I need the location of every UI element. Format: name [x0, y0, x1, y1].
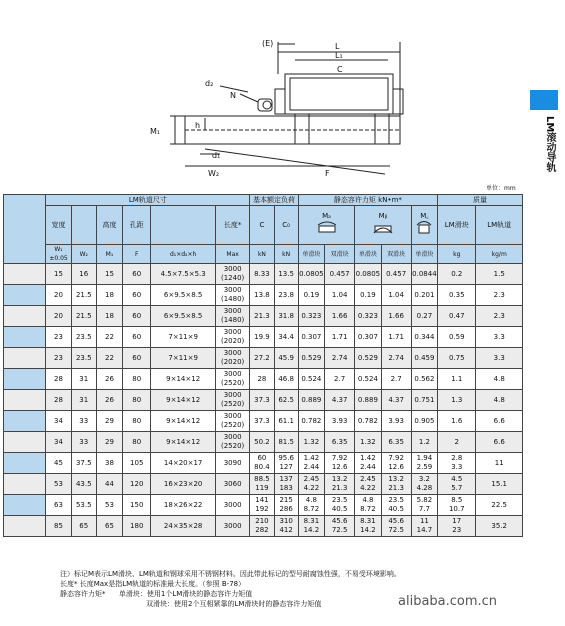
table-row	[4, 369, 523, 390]
mass-header: 质量	[438, 195, 523, 206]
cell-c: 210 282	[250, 516, 274, 537]
cell-ma2: 4.37	[324, 390, 354, 411]
cell-c: 37.3	[250, 390, 274, 411]
cell-f: 80	[123, 432, 151, 453]
unit-note: 单位：mm	[486, 185, 516, 192]
section-tab-marker	[530, 90, 558, 110]
cell-f: 150	[123, 495, 151, 516]
dim-E: (E)	[262, 39, 274, 48]
cell-mc: 0.905	[411, 411, 437, 432]
cell-ma1: 0.782	[298, 411, 324, 432]
cell-w2: 21.5	[71, 285, 96, 306]
cell-dims: 18×26×22	[151, 495, 216, 516]
cell-c: 27.2	[250, 348, 274, 369]
cell-mc: 0.751	[411, 390, 437, 411]
note-length: 长度* 长度Max是指LM轨道的标准最大长度。（参照 B-78）	[60, 580, 246, 588]
cell-blk: 0.47	[438, 306, 476, 327]
cell-f: 80	[123, 411, 151, 432]
cell-f: 180	[123, 516, 151, 537]
cell-mb2: 1.71	[381, 327, 411, 348]
cell-rail: 2.3	[476, 285, 523, 306]
cell-len: 3000 (2520)	[215, 432, 249, 453]
cell-mb2: 2.7	[381, 369, 411, 390]
cell-rail: 15.1	[476, 474, 523, 495]
cell-rail: 22.5	[476, 495, 523, 516]
cell-c0: 310 412	[274, 516, 298, 537]
cell-dims: 14×20×17	[151, 453, 216, 474]
table-row	[4, 306, 523, 327]
mc-header	[411, 206, 437, 245]
cell-len: 3000 (1480)	[215, 306, 249, 327]
ma-double-unit: 双滑块	[324, 245, 354, 264]
table-row	[4, 411, 523, 432]
cell-dims: 9×14×12	[151, 369, 216, 390]
cell-blk: 0.35	[438, 285, 476, 306]
table-row	[4, 348, 523, 369]
dim-L: L	[335, 42, 340, 51]
cell-ma1: 1.42 2.44	[298, 453, 324, 474]
cell-w1: 45	[46, 453, 71, 474]
cell-f: 105	[123, 453, 151, 474]
m1-unit: M₁	[96, 245, 122, 264]
cell-m1: 29	[96, 411, 122, 432]
cell-mb1: 2.45 4.22	[355, 474, 381, 495]
model-cell	[4, 369, 46, 390]
spec-table-body	[4, 195, 523, 537]
table-row	[4, 474, 523, 495]
cell-len: 3000 (2020)	[215, 327, 249, 348]
note-moment-single: 单滑块：使用1个LM滑块的静态容许力矩值	[118, 590, 253, 598]
mb-header	[355, 206, 412, 245]
cell-c0: 81.5	[274, 432, 298, 453]
c0-unit: kN	[274, 245, 298, 264]
block-mass-header: LM滑块	[438, 206, 476, 245]
cell-w1: 28	[46, 390, 71, 411]
cell-len: 3000	[215, 516, 249, 537]
cell-rail: 6.6	[476, 432, 523, 453]
model-cell	[4, 516, 46, 537]
yaw-moment-icon	[372, 221, 394, 235]
pitch-moment-icon	[316, 221, 338, 235]
rail-mass-header: LM轨道	[476, 206, 523, 245]
cell-rail: 2.3	[476, 306, 523, 327]
cell-dims: 4.5×7.5×5.3	[151, 264, 216, 285]
cell-ma1: 0.307	[298, 327, 324, 348]
cell-mb2: 6.35	[381, 432, 411, 453]
cell-dims: 9×14×12	[151, 390, 216, 411]
note-moment-double: 双滑块：使用2个互相紧靠的LM滑块时的静态容许力矩值	[146, 600, 322, 608]
cell-c0: 61.1	[274, 411, 298, 432]
c-header: C	[250, 206, 274, 245]
cell-rail: 4.8	[476, 369, 523, 390]
cell-m1: 26	[96, 369, 122, 390]
model-cell	[4, 285, 46, 306]
dim-d1: d₁	[212, 151, 221, 160]
cell-mb1: 0.19	[355, 285, 381, 306]
model-cell	[4, 474, 46, 495]
cell-dims: 16×23×20	[151, 474, 216, 495]
dim-M1: M₁	[150, 127, 161, 136]
cell-c0: 13.5	[274, 264, 298, 285]
cell-c: 28	[250, 369, 274, 390]
cell-blk: 0.59	[438, 327, 476, 348]
watermark: alibaba.com.cn	[398, 594, 498, 609]
cell-mc: 3.2 4.28	[411, 474, 437, 495]
cell-mb1: 0.889	[355, 390, 381, 411]
cell-len: 3060	[215, 474, 249, 495]
cell-mc: 0.201	[411, 285, 437, 306]
cell-ma1: 0.524	[298, 369, 324, 390]
dim-C: C	[337, 65, 343, 74]
cell-mb2: 2.74	[381, 348, 411, 369]
cell-m1: 44	[96, 474, 122, 495]
cell-dims: 9×14×12	[151, 432, 216, 453]
model-cell	[4, 390, 46, 411]
cell-rail: 11	[476, 453, 523, 474]
cell-blk: 4.5 5.7	[438, 474, 476, 495]
cell-w2: 21.5	[71, 306, 96, 327]
model-cell	[4, 411, 46, 432]
cell-ma1: 0.0805	[298, 264, 324, 285]
cell-ma1: 8.31 14.2	[298, 516, 324, 537]
cell-ma2: 6.35	[324, 432, 354, 453]
cell-mb1: 0.524	[355, 369, 381, 390]
f-unit: F	[123, 245, 151, 264]
cell-c: 13.8	[250, 285, 274, 306]
model-cell	[4, 348, 46, 369]
cell-w2: 16	[71, 264, 96, 285]
ma-header	[298, 206, 355, 245]
dim-h: h	[195, 121, 201, 130]
cell-c: 21.3	[250, 306, 274, 327]
cell-f: 120	[123, 474, 151, 495]
cell-ma2: 2.74	[324, 348, 354, 369]
table-row	[4, 390, 523, 411]
cell-f: 80	[123, 390, 151, 411]
cell-w1: 28	[46, 369, 71, 390]
cell-mc: 0.0844	[411, 264, 437, 285]
cell-rail: 1.5	[476, 264, 523, 285]
cell-w2: 23.5	[71, 327, 96, 348]
cell-w2: 37.5	[71, 453, 96, 474]
cell-ma2: 1.04	[324, 285, 354, 306]
table-row	[4, 327, 523, 348]
cell-mb1: 0.0805	[355, 264, 381, 285]
max-unit: Max	[215, 245, 249, 264]
cell-c: 141 192	[250, 495, 274, 516]
model-column-header	[4, 195, 46, 264]
cell-ma1: 2.45 4.22	[298, 474, 324, 495]
cell-mc: 0.459	[411, 348, 437, 369]
cell-w2: 23.5	[71, 348, 96, 369]
cell-ma2: 23.5 40.5	[324, 495, 354, 516]
ma-single-unit: 单滑块	[298, 245, 324, 264]
height-header: 高度	[96, 206, 122, 245]
block-mass-unit: kg	[438, 245, 476, 264]
model-cell	[4, 453, 46, 474]
cell-rail: 3.3	[476, 327, 523, 348]
cell-w1: 34	[46, 432, 71, 453]
cell-w1: 53	[46, 474, 71, 495]
width-header: 宽度	[46, 206, 71, 245]
table-row	[4, 264, 523, 285]
cell-w1: 20	[46, 285, 71, 306]
cell-dims: 9×14×12	[151, 411, 216, 432]
model-cell	[4, 306, 46, 327]
cell-mc: 1.94 2.59	[411, 453, 437, 474]
cell-mb1: 1.42 2.44	[355, 453, 381, 474]
cell-ma1: 0.323	[298, 306, 324, 327]
roll-moment-icon	[413, 221, 435, 235]
dim-L1: L₁	[335, 51, 343, 60]
cell-blk: 2.8 3.3	[438, 453, 476, 474]
cell-ma1: 0.19	[298, 285, 324, 306]
cell-c0: 23.8	[274, 285, 298, 306]
pitch-header: 孔距	[123, 206, 151, 245]
cell-f: 60	[123, 285, 151, 306]
cell-ma2: 1.71	[324, 327, 354, 348]
cell-f: 80	[123, 369, 151, 390]
cell-m1: 18	[96, 306, 122, 327]
cell-rail: 3.3	[476, 348, 523, 369]
cell-dims: 24×35×28	[151, 516, 216, 537]
cell-w1: 15	[46, 264, 71, 285]
cell-len: 3000 (2520)	[215, 390, 249, 411]
c0-header: C₀	[274, 206, 298, 245]
cell-mc: 0.344	[411, 327, 437, 348]
cell-mb2: 3.93	[381, 411, 411, 432]
table-row	[4, 495, 523, 516]
cell-ma2: 0.457	[324, 264, 354, 285]
cell-c0: 45.9	[274, 348, 298, 369]
cell-m1: 65	[96, 516, 122, 537]
w2-blank-header	[71, 206, 96, 245]
cell-f: 60	[123, 327, 151, 348]
cell-len: 3000	[215, 495, 249, 516]
cell-ma2: 13.2 21.3	[324, 474, 354, 495]
rail-dimensions-header: LM轨道尺寸	[46, 195, 250, 206]
cell-ma1: 0.889	[298, 390, 324, 411]
table-row	[4, 516, 523, 537]
cell-rail: 35.2	[476, 516, 523, 537]
cell-dims: 6×9.5×8.5	[151, 285, 216, 306]
cell-m1: 26	[96, 390, 122, 411]
cell-c0: 31.8	[274, 306, 298, 327]
cell-m1: 15	[96, 264, 122, 285]
mc-single-unit: 单滑块	[411, 245, 437, 264]
cell-dims: 6×9.5×8.5	[151, 306, 216, 327]
cell-mb2: 4.37	[381, 390, 411, 411]
cell-c0: 46.8	[274, 369, 298, 390]
cell-mb2: 23.5 40.5	[381, 495, 411, 516]
cell-blk: 1.6	[438, 411, 476, 432]
ma-label: Mₐ	[322, 212, 331, 220]
rating-header: 基本额定负荷	[250, 195, 298, 206]
cell-c0: 62.5	[274, 390, 298, 411]
cell-w1: 63	[46, 495, 71, 516]
dim-N: N	[230, 91, 236, 100]
cell-f: 60	[123, 348, 151, 369]
model-cell	[4, 327, 46, 348]
cell-m1: 22	[96, 327, 122, 348]
note-material: 注）标记M表示LM滑块、LM轨道和钢球采用不锈钢材料。因此带此标记的型号耐腐蚀性强，不易受环境影响。	[60, 570, 401, 578]
cell-m1: 29	[96, 432, 122, 453]
cell-mc: 0.562	[411, 369, 437, 390]
cell-c: 37.3	[250, 411, 274, 432]
table-row	[4, 285, 523, 306]
cell-c0: 215 286	[274, 495, 298, 516]
cell-w2: 53.5	[71, 495, 96, 516]
cell-mb2: 13.2 21.3	[381, 474, 411, 495]
cell-blk: 1.1	[438, 369, 476, 390]
cell-len: 3000 (1480)	[215, 285, 249, 306]
cell-dims: 7×11×9	[151, 348, 216, 369]
cell-ma2: 1.66	[324, 306, 354, 327]
mb-single-unit: 单滑块	[355, 245, 381, 264]
cell-w1: 23	[46, 327, 71, 348]
cell-len: 3000 (2020)	[215, 348, 249, 369]
cell-dims: 7×11×9	[151, 327, 216, 348]
cell-w2: 43.5	[71, 474, 96, 495]
cell-mc: 0.27	[411, 306, 437, 327]
cell-mb1: 4.8 8.72	[355, 495, 381, 516]
cell-mb2: 1.66	[381, 306, 411, 327]
table-row	[4, 453, 523, 474]
dim-d2: d₂	[205, 79, 214, 88]
cell-ma1: 1.32	[298, 432, 324, 453]
dim-W2: W₂	[208, 169, 220, 178]
cell-len: 3000 (1240)	[215, 264, 249, 285]
cell-c: 50.2	[250, 432, 274, 453]
cell-m1: 18	[96, 285, 122, 306]
cell-mc: 5.82 7.7	[411, 495, 437, 516]
cell-f: 60	[123, 264, 151, 285]
cell-len: 3000 (2520)	[215, 411, 249, 432]
cell-mb2: 7.92 12.6	[381, 453, 411, 474]
cell-w1: 85	[46, 516, 71, 537]
cell-m1: 22	[96, 348, 122, 369]
cell-mb1: 1.32	[355, 432, 381, 453]
rail-mass-unit: kg/m	[476, 245, 523, 264]
rail-cross-section-drawing	[130, 34, 430, 184]
cell-mc: 11 14.7	[411, 516, 437, 537]
cell-w2: 65	[71, 516, 96, 537]
moment-header: 静态容许力矩 kN•m*	[298, 195, 437, 206]
length-header: 长度*	[215, 206, 249, 245]
cell-m1: 53	[96, 495, 122, 516]
cell-blk: 2	[438, 432, 476, 453]
cell-w1: 20	[46, 306, 71, 327]
cell-mb1: 0.323	[355, 306, 381, 327]
cell-len: 3090	[215, 453, 249, 474]
section-side-label: LM滚动导轨	[544, 116, 555, 173]
cell-blk: 0.2	[438, 264, 476, 285]
model-cell	[4, 495, 46, 516]
cell-ma2: 2.7	[324, 369, 354, 390]
cell-ma2: 7.92 12.6	[324, 453, 354, 474]
cell-mc: 1.2	[411, 432, 437, 453]
cell-c0: 34.4	[274, 327, 298, 348]
cell-rail: 4.8	[476, 390, 523, 411]
cell-ma1: 0.529	[298, 348, 324, 369]
cell-m1: 38	[96, 453, 122, 474]
footnotes	[60, 569, 401, 609]
cell-c: 8.33	[250, 264, 274, 285]
cell-c: 19.9	[250, 327, 274, 348]
note-moment-row	[60, 589, 401, 599]
w1-unit: W₁ ±0.05	[46, 245, 71, 264]
dims-blank-header	[151, 206, 216, 245]
w2-unit: W₂	[71, 245, 96, 264]
cell-w1: 34	[46, 411, 71, 432]
cell-blk: 1.3	[438, 390, 476, 411]
cell-c: 60 80.4	[250, 453, 274, 474]
cell-mb1: 8.31 14.2	[355, 516, 381, 537]
cell-ma2: 3.93	[324, 411, 354, 432]
cell-w2: 31	[71, 390, 96, 411]
model-cell	[4, 264, 46, 285]
c-unit: kN	[250, 245, 274, 264]
dims-unit: d₁×d₂×h	[151, 245, 216, 264]
cell-blk: 0.75	[438, 348, 476, 369]
cell-c: 88.5 119	[250, 474, 274, 495]
cell-w2: 33	[71, 411, 96, 432]
cell-f: 60	[123, 306, 151, 327]
cell-blk: 8.5 10.7	[438, 495, 476, 516]
cell-mb1: 0.529	[355, 348, 381, 369]
mb-label: Mᵦ	[378, 212, 388, 220]
cell-mb1: 0.307	[355, 327, 381, 348]
cell-ma1: 4.8 8.72	[298, 495, 324, 516]
cell-rail: 6.6	[476, 411, 523, 432]
mc-label: M꜀	[420, 212, 429, 220]
cell-blk: 17 23	[438, 516, 476, 537]
dim-F: F	[325, 169, 330, 178]
cell-mb2: 45.6 72.5	[381, 516, 411, 537]
cell-len: 3000 (2520)	[215, 369, 249, 390]
spec-table	[3, 194, 523, 537]
cell-ma2: 45.6 72.5	[324, 516, 354, 537]
cell-c0: 137 183	[274, 474, 298, 495]
cell-w2: 31	[71, 369, 96, 390]
cell-mb1: 0.782	[355, 411, 381, 432]
note-moment-label: 静态容许力矩*	[60, 590, 106, 598]
mb-double-unit: 双滑块	[381, 245, 411, 264]
cell-mb2: 0.457	[381, 264, 411, 285]
cell-mb2: 1.04	[381, 285, 411, 306]
cell-c0: 95.6 127	[274, 453, 298, 474]
cell-w1: 23	[46, 348, 71, 369]
table-row	[4, 432, 523, 453]
model-cell	[4, 432, 46, 453]
cell-w2: 33	[71, 432, 96, 453]
